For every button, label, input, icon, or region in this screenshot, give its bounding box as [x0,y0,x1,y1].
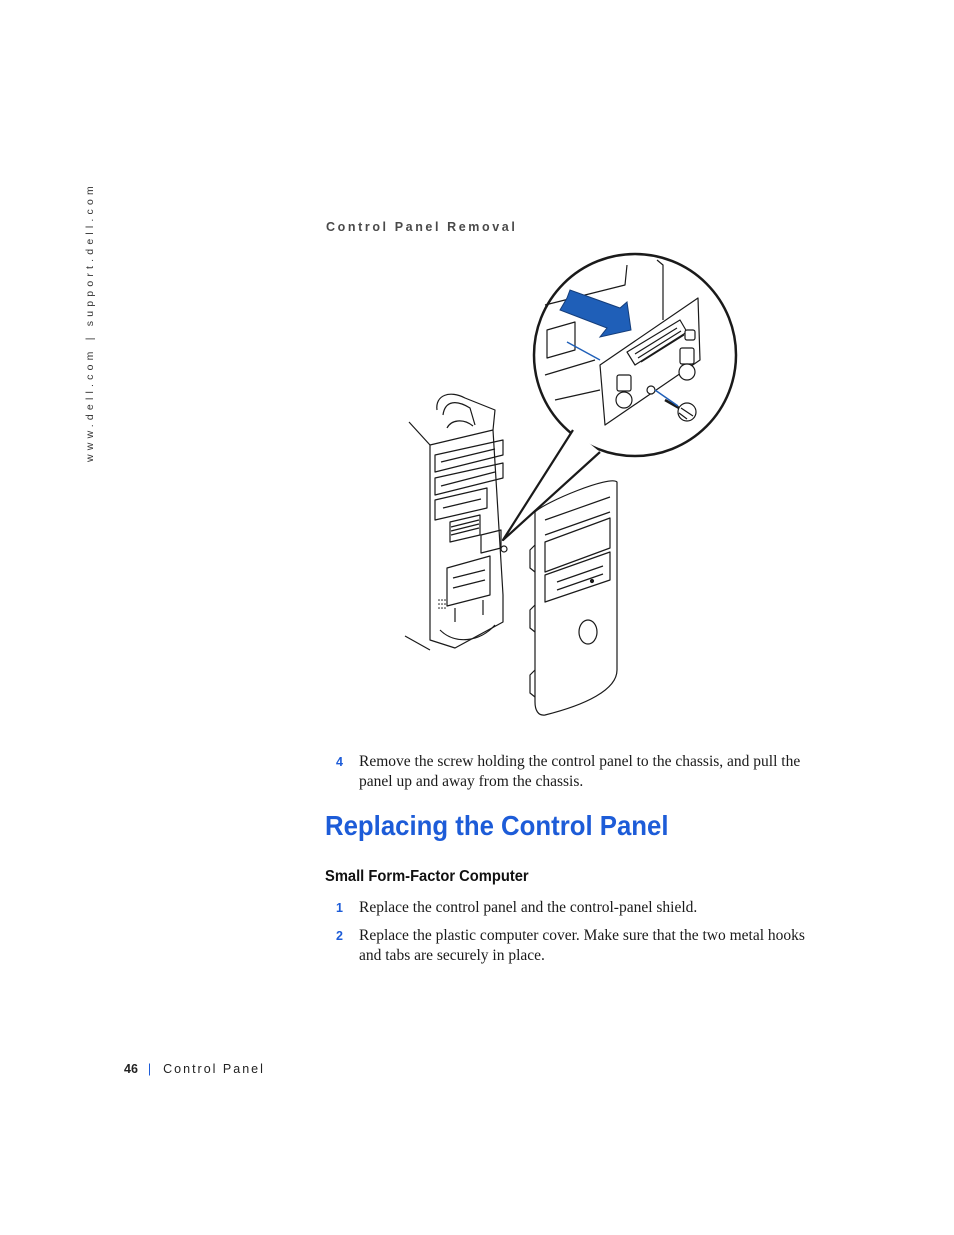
control-panel-removal-illustration [395,250,740,720]
step-number: 4 [336,755,343,769]
footer-separator: | [147,1062,152,1076]
step-text: Replace the control panel and the control-panel shield. [359,899,698,916]
section-heading: Replacing the Control Panel [325,810,669,841]
step-number: 2 [336,929,343,943]
page-footer [124,1062,265,1076]
footer-section-name: Control Panel [163,1062,265,1076]
sidebar-url: www.dell.com | support.dell.com [84,182,96,462]
step-4 [336,752,806,791]
step-2 [336,926,806,965]
page-number: 46 [124,1062,138,1076]
step-number: 1 [336,901,343,915]
step-1 [336,898,806,918]
step-text: Remove the screw holding the control panel to the chassis, and pull the panel up and away from the chassis. [359,753,801,790]
section-subheading: Small Form-Factor Computer [325,868,529,885]
figure-caption: Control Panel Removal [326,220,518,234]
step-text: Replace the plastic computer cover. Make sure that the two metal hooks and tabs are securely in place. [359,927,805,964]
